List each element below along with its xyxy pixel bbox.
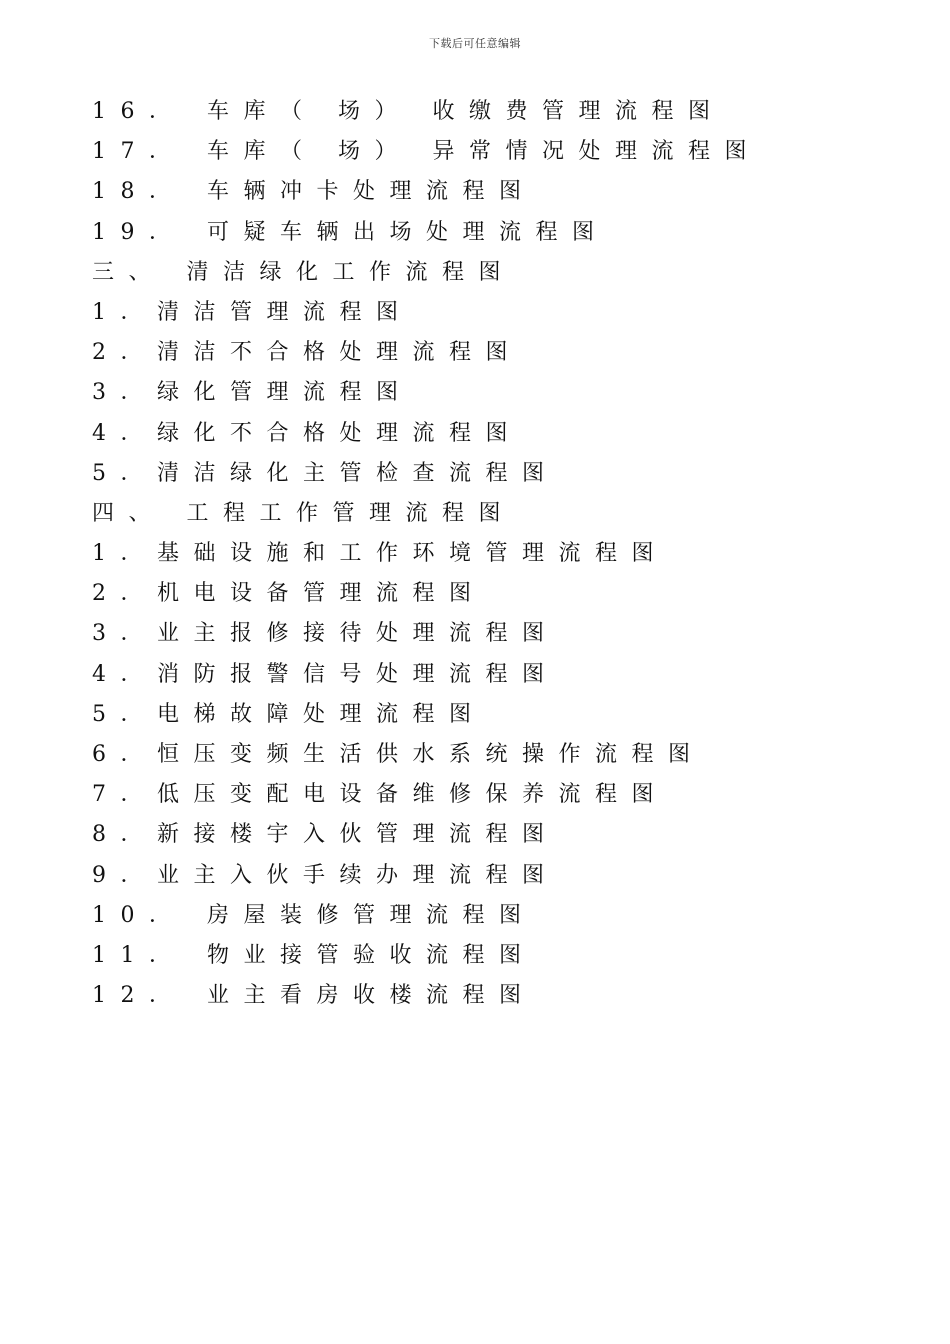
toc-item-4-7: 7．低压变配电设备维修保养流程图 xyxy=(92,782,668,808)
toc-item-4-5: 5．电梯故障处理流程图 xyxy=(92,701,486,727)
toc-item-18: 18． 车辆冲卡处理流程图 xyxy=(92,179,536,205)
toc-section-heading-3: 三、 清洁绿化工作流程图 xyxy=(92,259,515,285)
toc-item-3-1: 1．清洁管理流程图 xyxy=(92,299,413,325)
toc-item-4-3: 3．业主报修接待处理流程图 xyxy=(92,621,559,647)
toc-list xyxy=(92,94,892,1018)
toc-item-4-4: 4．消防报警信号处理流程图 xyxy=(92,661,559,687)
page-header-note: 下载后可任意编辑 xyxy=(429,37,521,50)
toc-item-3-4: 4．绿化不合格处理流程图 xyxy=(92,420,522,446)
toc-item-3-5: 5．清洁绿化主管检查流程图 xyxy=(92,460,559,486)
toc-item-17: 17． 车库（ 场） 异常情况处理流程图 xyxy=(92,139,761,165)
toc-item-19: 19． 可疑车辆出场处理流程图 xyxy=(92,219,609,245)
toc-item-16: 16． 车库（ 场） 收缴费管理流程图 xyxy=(92,99,725,124)
toc-section-heading-4: 四、 工程工作管理流程图 xyxy=(92,500,515,526)
toc-item-4-10: 10． 房屋装修管理流程图 xyxy=(92,902,536,928)
toc-item-4-9: 9．业主入伙手续办理流程图 xyxy=(92,862,559,888)
toc-item-4-12: 12． 业主看房收楼流程图 xyxy=(92,983,536,1009)
toc-item-4-1: 1．基础设施和工作环境管理流程图 xyxy=(92,541,668,567)
toc-item-4-8: 8．新接楼宇入伙管理流程图 xyxy=(92,822,559,848)
toc-item-3-3: 3．绿化管理流程图 xyxy=(92,380,413,406)
toc-item-4-2: 2．机电设备管理流程图 xyxy=(92,581,486,607)
toc-item-4-11: 11． 物业接管验收流程图 xyxy=(92,942,536,968)
toc-item-4-6: 6．恒压变频生活供水系统操作流程图 xyxy=(92,742,705,767)
toc-item-3-2: 2．清洁不合格处理流程图 xyxy=(92,340,522,366)
